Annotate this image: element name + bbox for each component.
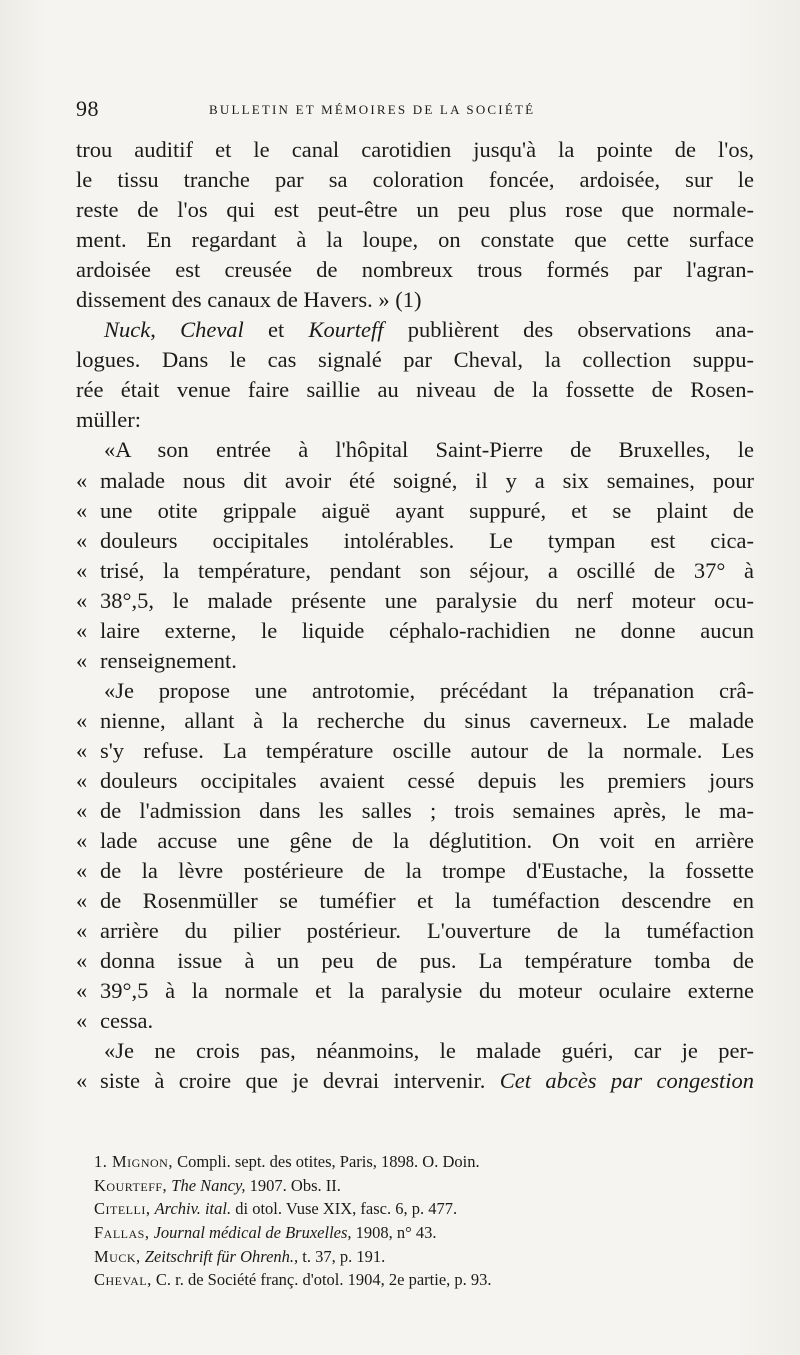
quote-text: de l'admission dans les salles ; trois semaines après, le ma- — [100, 798, 754, 824]
quote-mark: « — [76, 798, 88, 824]
footnote — [94, 1174, 754, 1198]
body-text — [76, 135, 754, 1097]
text-fragment: publièrent des observations ana- — [407, 317, 754, 343]
footnote-author: Kourteff, — [94, 1175, 168, 1195]
quote-line — [76, 946, 754, 976]
quote-mark: « — [76, 617, 88, 643]
text-line: rée était venue faire saillie au niveau de la fossette de Rosen- — [76, 377, 754, 403]
footnote-author: Fallas, — [94, 1223, 150, 1243]
quote-line — [76, 676, 754, 706]
page-number: 98 — [76, 96, 99, 121]
quote-text: douleurs occipitales avaient cessé depuis les premiers jours — [100, 767, 754, 793]
text-line: reste de l'os qui est peut-être un peu plus rose que normale- — [76, 197, 754, 223]
quote-line — [76, 616, 754, 646]
footnote-text: di otol. Vuse XIX, fasc. 6, p. 477. — [235, 1199, 458, 1219]
quote-text: 38°,5, le malade présente une paralysie du nerf moteur ocu- — [100, 587, 754, 613]
footnote-journal: The Nancy, — [171, 1175, 246, 1195]
quote-line — [76, 736, 754, 766]
quote-text: une otite grippale aiguë ayant suppuré, et se plaint de — [100, 497, 754, 523]
text-line: ment. En regardant à la loupe, on constate que cette surface — [76, 227, 754, 253]
quote-text: nienne, allant à la recherche du sinus caverneux. Le malade — [100, 707, 754, 733]
quote-mark: « — [76, 587, 88, 613]
quote-text: lade accuse une gêne de la déglutition. On voit en arrière — [100, 828, 754, 854]
quote-text: s'y refuse. La température oscille autour de la normale. Les — [100, 737, 754, 763]
quote-line — [76, 1006, 754, 1036]
quote-text: douleurs occipitales intolérables. Le tympan est cica- — [100, 527, 754, 553]
footnote-author: 1. Mignon, — [94, 1152, 173, 1171]
footnote-journal: Zeitschrift für Ohrenh., — [144, 1246, 299, 1266]
quote-mark: « — [104, 437, 116, 463]
quote-mark: « — [76, 888, 88, 914]
quote-text: arrière du pilier postérieur. L'ouverture de la tuméfaction — [100, 918, 754, 944]
text-line: trou auditif et le canal carotidien jusqu'à la pointe de l'os, — [76, 137, 754, 162]
quote-line — [76, 556, 754, 586]
footnote-text: 1907. Obs. II. — [249, 1175, 341, 1195]
quote-line — [76, 1066, 754, 1096]
footnote-text: C. r. de Société franç. d'otol. 1904, 2e partie, p. 93. — [155, 1270, 492, 1290]
quote-text: malade nous dit avoir été soigné, il y a six semaines, pour — [100, 467, 754, 493]
quote-line — [76, 586, 754, 616]
quote-mark: « — [104, 1038, 116, 1064]
quote-line — [76, 766, 754, 796]
quote-line — [76, 916, 754, 946]
author-nuck: Nuck — [104, 317, 151, 343]
footnote — [94, 1245, 754, 1269]
quote-text: Je ne crois pas, néanmoins, le malade guéri, car je per- — [115, 1038, 754, 1064]
footnote — [94, 1268, 754, 1292]
quote-line — [76, 1036, 754, 1066]
quote-line — [76, 466, 754, 496]
running-head — [76, 96, 756, 120]
quote-mark: « — [76, 978, 88, 1004]
quote-text: de la lèvre postérieure de la trompe d'Eustache, la fossette — [100, 858, 754, 884]
text-line: logues. Dans le cas signalé par Cheval, la collection suppu- — [76, 347, 754, 373]
quote-mark: « — [76, 467, 88, 493]
quote-line — [76, 886, 754, 916]
quote-mark: « — [76, 948, 88, 974]
quote-line — [76, 856, 754, 886]
text-line: ardoisée est creusée de nombreux trous formés par l'agran- — [76, 257, 754, 283]
quote-mark: « — [76, 497, 88, 523]
quote-text: cessa. — [100, 1008, 154, 1034]
quote-text: Je propose une antrotomie, précédant la trépanation crâ- — [115, 677, 754, 703]
quote-text: renseignement. — [100, 647, 237, 673]
quote-mark: « — [76, 707, 88, 733]
quote-line — [76, 706, 754, 736]
quote-mark: « — [76, 527, 88, 553]
author-cheval: Cheval — [180, 317, 244, 343]
quote-line — [76, 976, 754, 1006]
text-line: müller: — [76, 407, 141, 433]
footnote — [94, 1221, 754, 1245]
text-line: dissement des canaux de Havers. » (1) — [76, 287, 422, 313]
quote-line — [76, 526, 754, 556]
quote-text: laire externe, le liquide céphalo-rachidien ne donne aucun — [100, 617, 754, 643]
quote-text: trisé, la température, pendant son séjour, a oscillé de 37° à — [100, 557, 754, 583]
quote-text: siste à croire que je devrai intervenir. — [100, 1068, 486, 1094]
footnote-author: Muck, — [94, 1246, 141, 1266]
footnote — [94, 1197, 754, 1221]
quote-mark: « — [76, 647, 88, 673]
running-title: BULLETIN ET MÉMOIRES DE LA SOCIÉTÉ — [209, 102, 536, 117]
quote-mark: « — [76, 858, 88, 884]
quote-mark: « — [76, 767, 88, 793]
conjunction: et — [268, 317, 285, 343]
text-line-names: Nuck, Cheval et Kourteff publièrent des observations ana- — [104, 317, 754, 343]
quote-line — [76, 496, 754, 526]
quote-text: 39°,5 à la normale et la paralysie du moteur oculaire externe — [100, 978, 754, 1004]
footnote — [94, 1150, 754, 1174]
quote-line — [76, 826, 754, 856]
quote-line — [76, 435, 754, 465]
footnotes — [94, 1150, 754, 1292]
footnote-author: Cheval, — [94, 1270, 152, 1290]
quote-mark: « — [76, 1008, 88, 1034]
text-line: le tissu tranche par sa coloration foncée, ardoisée, sur le — [76, 167, 754, 193]
quote-text: A son entrée à l'hôpital Saint-Pierre de Bruxelles, le — [115, 437, 754, 463]
quote-mark: « — [76, 557, 88, 583]
quote-line — [76, 796, 754, 826]
footnote-text: t. 37, p. 191. — [302, 1246, 386, 1266]
footnote-journal: Archiv. ital. — [154, 1199, 232, 1219]
quote-mark: « — [76, 737, 88, 763]
footnote-journal: Journal médical de Bruxelles, — [153, 1223, 352, 1243]
footnote-text: Compli. sept. des otites, Paris, 1898. O. Doin. — [177, 1152, 480, 1171]
quote-mark: « — [104, 677, 116, 703]
footnote-text: 1908, n° 43. — [355, 1223, 437, 1243]
quote-mark: « — [76, 918, 88, 944]
author-kourteff: Kourteff — [308, 317, 384, 343]
italic-phrase: Cet abcès par congestion — [499, 1068, 754, 1094]
quote-mark: « — [76, 1068, 88, 1094]
quote-text: donna issue à un peu de pus. La température tomba de — [100, 948, 754, 974]
quote-mark: « — [76, 828, 88, 854]
quote-text: de Rosenmüller se tuméfier et la tuméfaction descendre en — [100, 888, 754, 914]
quote-line — [76, 646, 754, 676]
footnote-author: Citelli, — [94, 1199, 151, 1219]
